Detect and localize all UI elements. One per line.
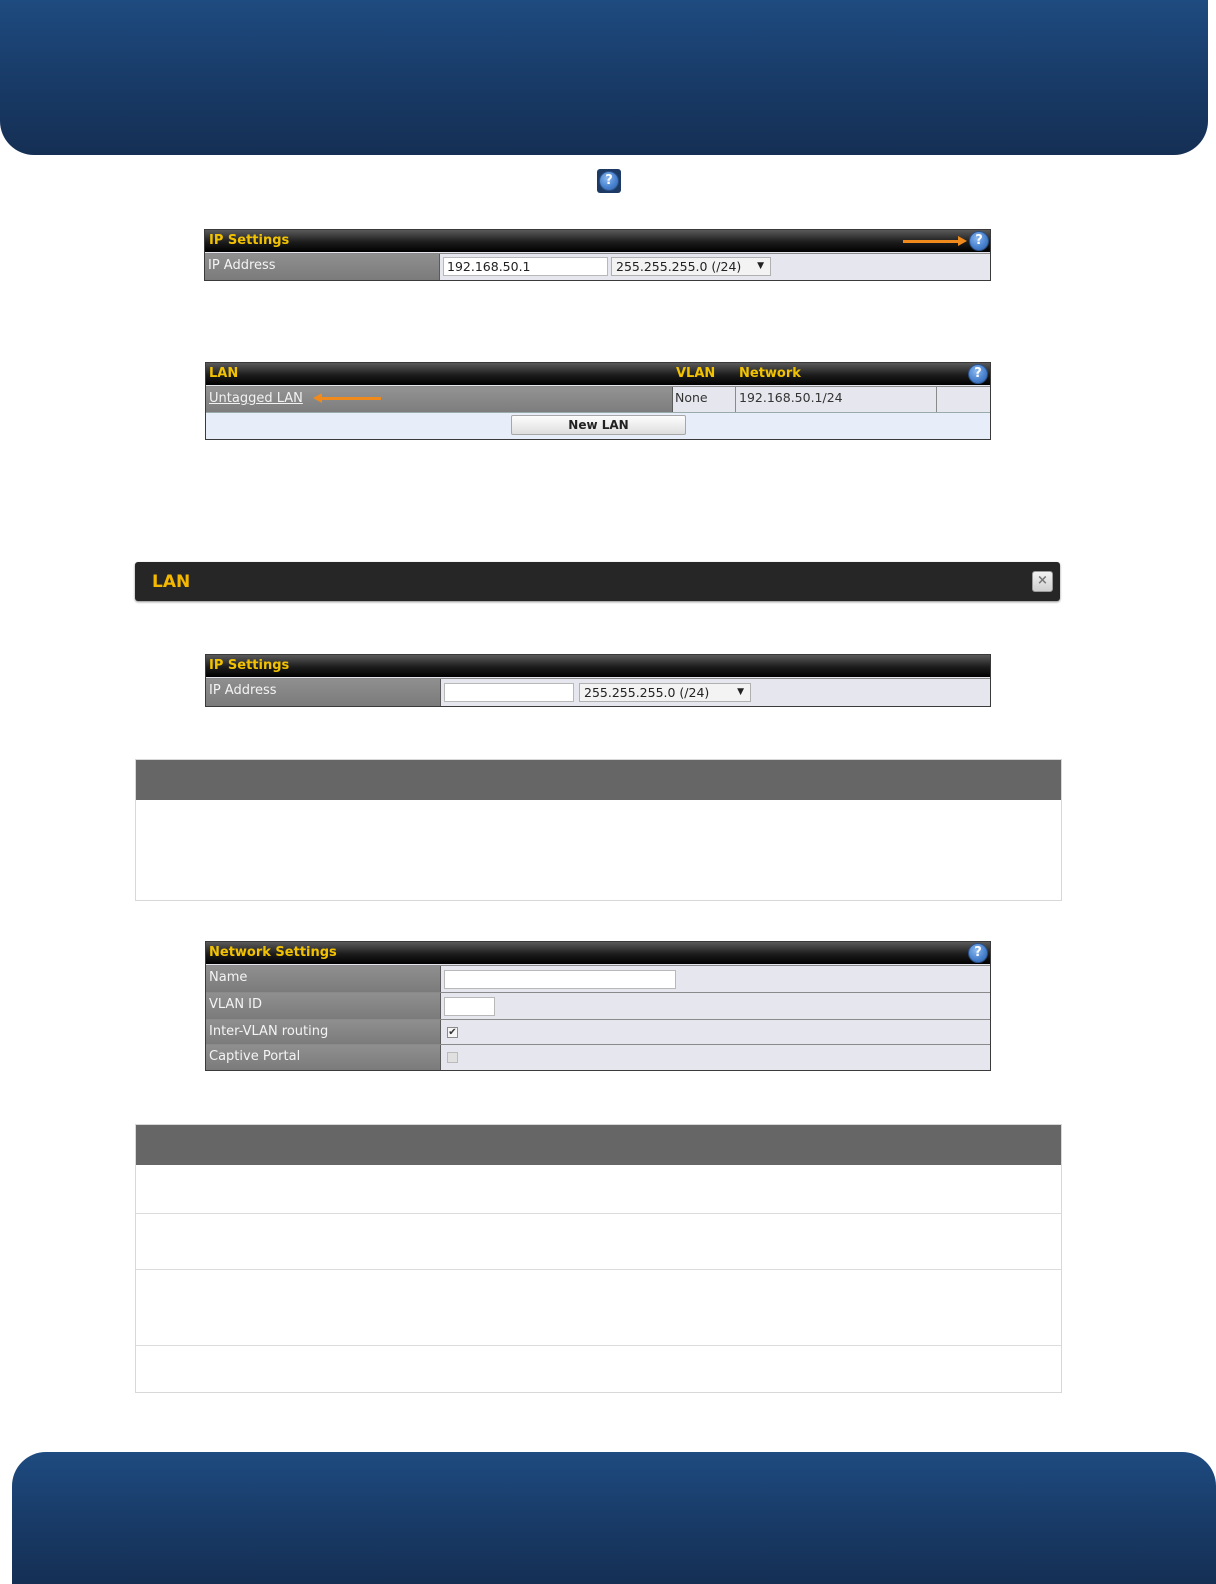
name-label: Name <box>206 966 441 992</box>
network-settings-header <box>206 942 990 964</box>
ip-address-row-2 <box>206 678 990 706</box>
captive-portal-row <box>206 1044 990 1070</box>
inter-vlan-routing-checkbox[interactable]: ✔ <box>448 1027 457 1038</box>
ip-settings-title: IP Settings <box>209 233 290 248</box>
lan-row <box>206 386 990 412</box>
help-icon <box>599 171 619 191</box>
description-row-divider <box>136 1345 1061 1346</box>
orange-arrow-icon <box>321 397 381 400</box>
ip-settings-header-2 <box>206 655 990 677</box>
subnet-mask-select[interactable]: 255.255.255.0 (/24) ▼ <box>611 257 771 276</box>
col-vlan: VLAN <box>676 366 716 381</box>
ip-settings-title-2: IP Settings <box>209 658 290 673</box>
name-input[interactable] <box>444 970 676 989</box>
vlan-id-input[interactable] <box>444 997 495 1016</box>
settings-description-table <box>135 759 1062 901</box>
lan-table-header <box>206 363 990 385</box>
lan-dialog-title: LAN <box>152 572 191 592</box>
inter-vlan-routing-label: Inter-VLAN routing <box>206 1020 441 1044</box>
orange-arrow-icon <box>903 240 959 243</box>
lan-dialog-titlebar <box>135 562 1060 601</box>
help-icon[interactable] <box>968 943 988 963</box>
network-settings-description-table <box>135 1124 1062 1393</box>
ip-address-label-2: IP Address <box>206 679 441 706</box>
ip-address-row <box>205 253 990 280</box>
vlan-cell: None <box>675 390 708 405</box>
network-cell: 192.168.50.1/24 <box>739 390 843 405</box>
col-lan: LAN <box>209 366 239 381</box>
footer-band <box>12 1452 1216 1584</box>
vlan-id-label: VLAN ID <box>206 993 441 1019</box>
captive-portal-label: Captive Portal <box>206 1045 441 1070</box>
new-lan-row <box>206 412 990 439</box>
description-row-divider <box>136 1269 1061 1270</box>
ip-settings-table-2 <box>205 654 991 707</box>
description-row-divider <box>136 1213 1061 1214</box>
new-lan-button[interactable]: New LAN <box>511 415 686 435</box>
subnet-mask-select-2[interactable]: 255.255.255.0 (/24) ▼ <box>579 683 751 702</box>
network-settings-title: Network Settings <box>209 945 337 960</box>
help-icon[interactable] <box>968 364 988 384</box>
description-table-header <box>136 760 1061 800</box>
ip-address-label: IP Address <box>205 254 440 280</box>
vlan-id-row <box>206 992 990 1019</box>
header-band <box>0 0 1208 155</box>
ip-address-input-2[interactable] <box>444 683 574 702</box>
name-row <box>206 965 990 992</box>
caret-down-icon: ▼ <box>757 261 764 271</box>
network-settings-table <box>205 941 991 1071</box>
inter-vlan-routing-row <box>206 1019 990 1044</box>
help-icon[interactable] <box>969 231 989 251</box>
help-icon-box <box>597 169 621 193</box>
ip-settings-header <box>205 230 990 252</box>
ip-settings-table <box>204 229 991 281</box>
lan-table <box>205 362 991 440</box>
untagged-lan-link[interactable]: Untagged LAN <box>209 391 303 406</box>
col-network: Network <box>739 366 801 381</box>
captive-portal-checkbox[interactable] <box>447 1052 458 1063</box>
caret-down-icon: ▼ <box>737 687 744 697</box>
close-icon[interactable]: × <box>1032 571 1053 592</box>
description-table-header-2 <box>136 1125 1061 1165</box>
ip-address-input[interactable]: 192.168.50.1 <box>443 257 608 276</box>
